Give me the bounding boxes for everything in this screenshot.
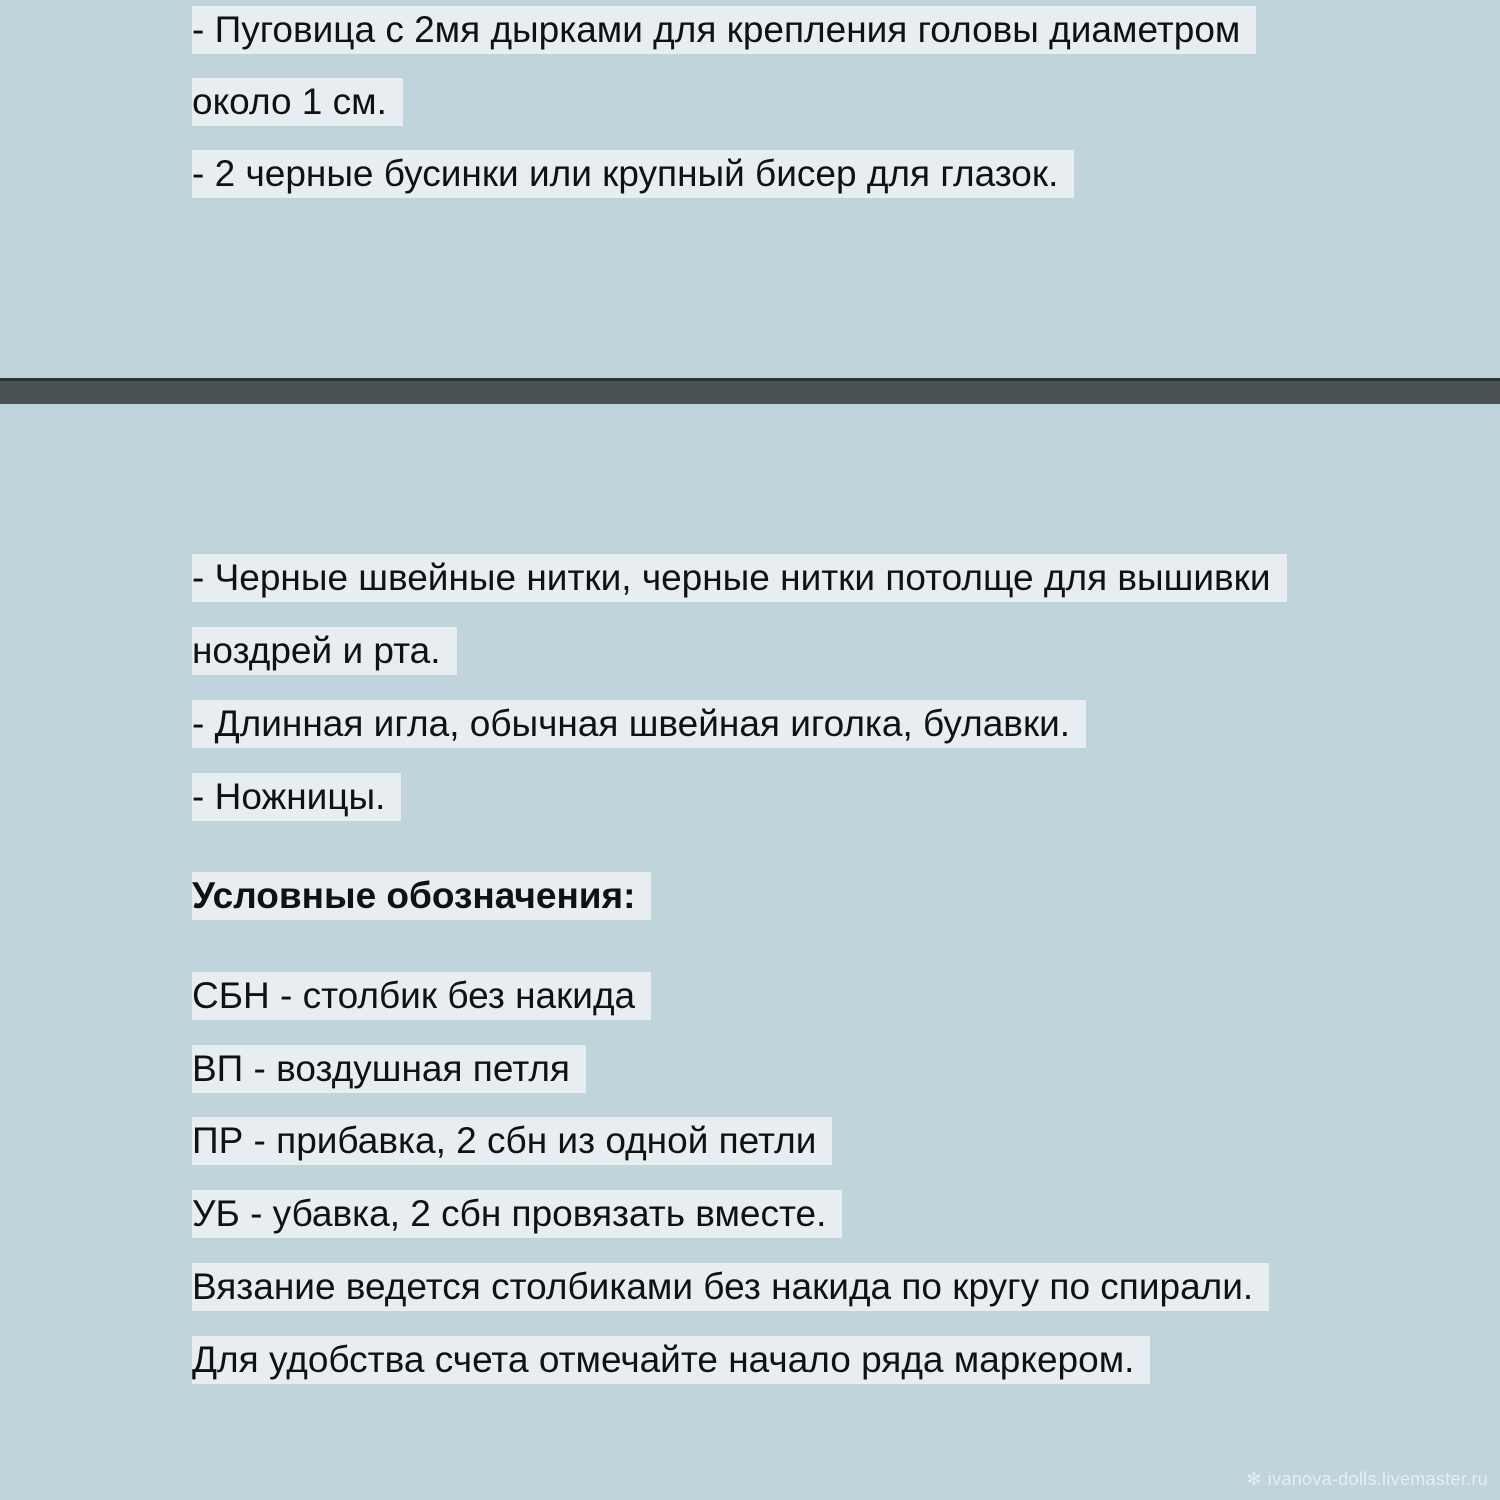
text-line: - Черные швейные нитки, черные нитки потолще для вышивки [192,554,1287,602]
instruction-line: Для удобства счета отмечайте начало ряда маркером. [192,1336,1150,1384]
snowflake-icon: ✻ [1246,1469,1262,1489]
bottom-panel [0,404,1500,1500]
section-divider [0,378,1500,404]
legend-item: УБ - убавка, 2 сбн провязать вместе. [192,1190,842,1238]
legend-item: ВП - воздушная петля [192,1045,586,1093]
text-line: ноздрей и рта. [192,627,457,675]
watermark-text: ivanova-dolls.livemaster.ru [1267,1469,1488,1489]
legend-item: СБН - столбик без накида [192,972,651,1020]
legend-heading: Условные обозначения: [192,872,651,920]
instruction-line: Вязание ведется столбиками без накида по кругу по спирали. [192,1263,1269,1311]
text-line: около 1 см. [192,78,403,126]
legend-item: ПР - прибавка, 2 сбн из одной петли [192,1117,832,1165]
text-line: - 2 черные бусинки или крупный бисер для глазок. [192,150,1074,198]
text-line: - Длинная игла, обычная швейная иголка, булавки. [192,700,1086,748]
text-line: - Пуговица с 2мя дырками для крепления головы диаметром [192,6,1256,54]
text-line: - Ножницы. [192,773,401,821]
watermark [1246,1469,1488,1490]
top-panel [0,0,1500,378]
